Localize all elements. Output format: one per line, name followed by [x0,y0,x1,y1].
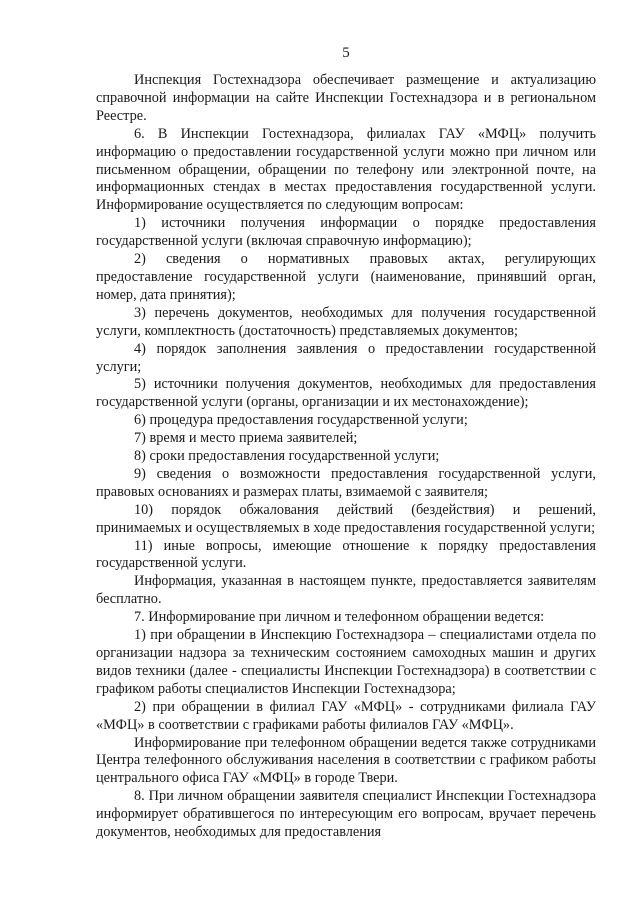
list-item-1: 1) источники получения информации о порядке предоставления государственной услуги (включая справочную информацию); [96,215,596,250]
list-item-11: 11) иные вопросы, имеющие отношение к порядку предоставления государственной услуги. [96,537,596,572]
paragraph-phone-info: Информирование при телефонном обращении ведется также сотрудниками Центра телефонного обслуживания населения в соответствии с графиком работы центрального офиса ГАУ «МФЦ» в городе Твери. [96,734,596,787]
list-item-3: 3) перечень документов, необходимых для получения государственной услуги, комплектность (достаточность) представляемых документов; [96,304,596,339]
list-item-4: 4) порядок заполнения заявления о предоставлении государственной услуги; [96,340,596,375]
document-page [96,44,596,842]
paragraph-item-6: 6. В Инспекции Гостехнадзора, филиалах ГАУ «МФЦ» получить информацию о предоставлении государственной услуги можно при личном или письменном обращении, обращении по телефону или электронной почте, на информационных стендах в местах предоставления государственной услуги. Информирование осуществляется по следующим вопросам: [96,125,596,214]
paragraph-free-of-charge: Информация, указанная в настоящем пункте, предоставляется заявителям бесплатно. [96,573,596,608]
page-number: 5 [342,45,350,61]
list-item-10: 10) порядок обжалования действий (бездействия) и решений, принимаемых и осуществляемых в ходе предоставления государственной услуги; [96,501,596,536]
list-item-2: 2) сведения о нормативных правовых актах, регулирующих предоставление государственной услуги (наименование, принявший орган, номер, дата принятия); [96,251,596,303]
list-item-7-2: 2) при обращении в филиал ГАУ «МФЦ» - сотрудниками филиала ГАУ «МФЦ» в соответствии с графиками работы филиалов ГАУ «МФЦ». [96,698,596,733]
list-item-5: 5) источники получения документов, необходимых для предоставления государственной услуги (органы, организации и их местонахождение); [96,376,596,411]
paragraph-item-8: 8. При личном обращении заявителя специалист Инспекции Гостехнадзора информирует обратившегося по интересующим его вопросам, вручает перечень документов, необходимых для предоставления [96,788,596,841]
list-item-8: 8) сроки предоставления государственной услуги; [134,448,440,465]
list-item-7-1: 1) при обращении в Инспекцию Гостехнадзора – специалистами отдела по организации надзора за техническим состоянием самоходных машин и других видов техники (далее - специалисты Инспекции Гостехнадзора) в соответствии с графиком работы специалистов Инспекции Гостехнадзора; [96,627,596,697]
list-item-9: 9) сведения о возможности предоставления государственной услуги, правовых основаниях и размерах платы, взимаемой с заявителя; [96,465,596,500]
paragraph-info-placement: Инспекция Гостехнадзора обеспечивает размещение и актуализацию справочной информации на сайте Инспекции Гостехнадзора и в региональном Реестре. [96,72,596,124]
paragraph-item-7: 7. Информирование при личном и телефонном обращении ведется: [134,609,545,626]
list-item-7: 7) время и место приема заявителей; [134,430,358,447]
list-item-6: 6) процедура предоставления государственной услуги; [134,412,468,429]
